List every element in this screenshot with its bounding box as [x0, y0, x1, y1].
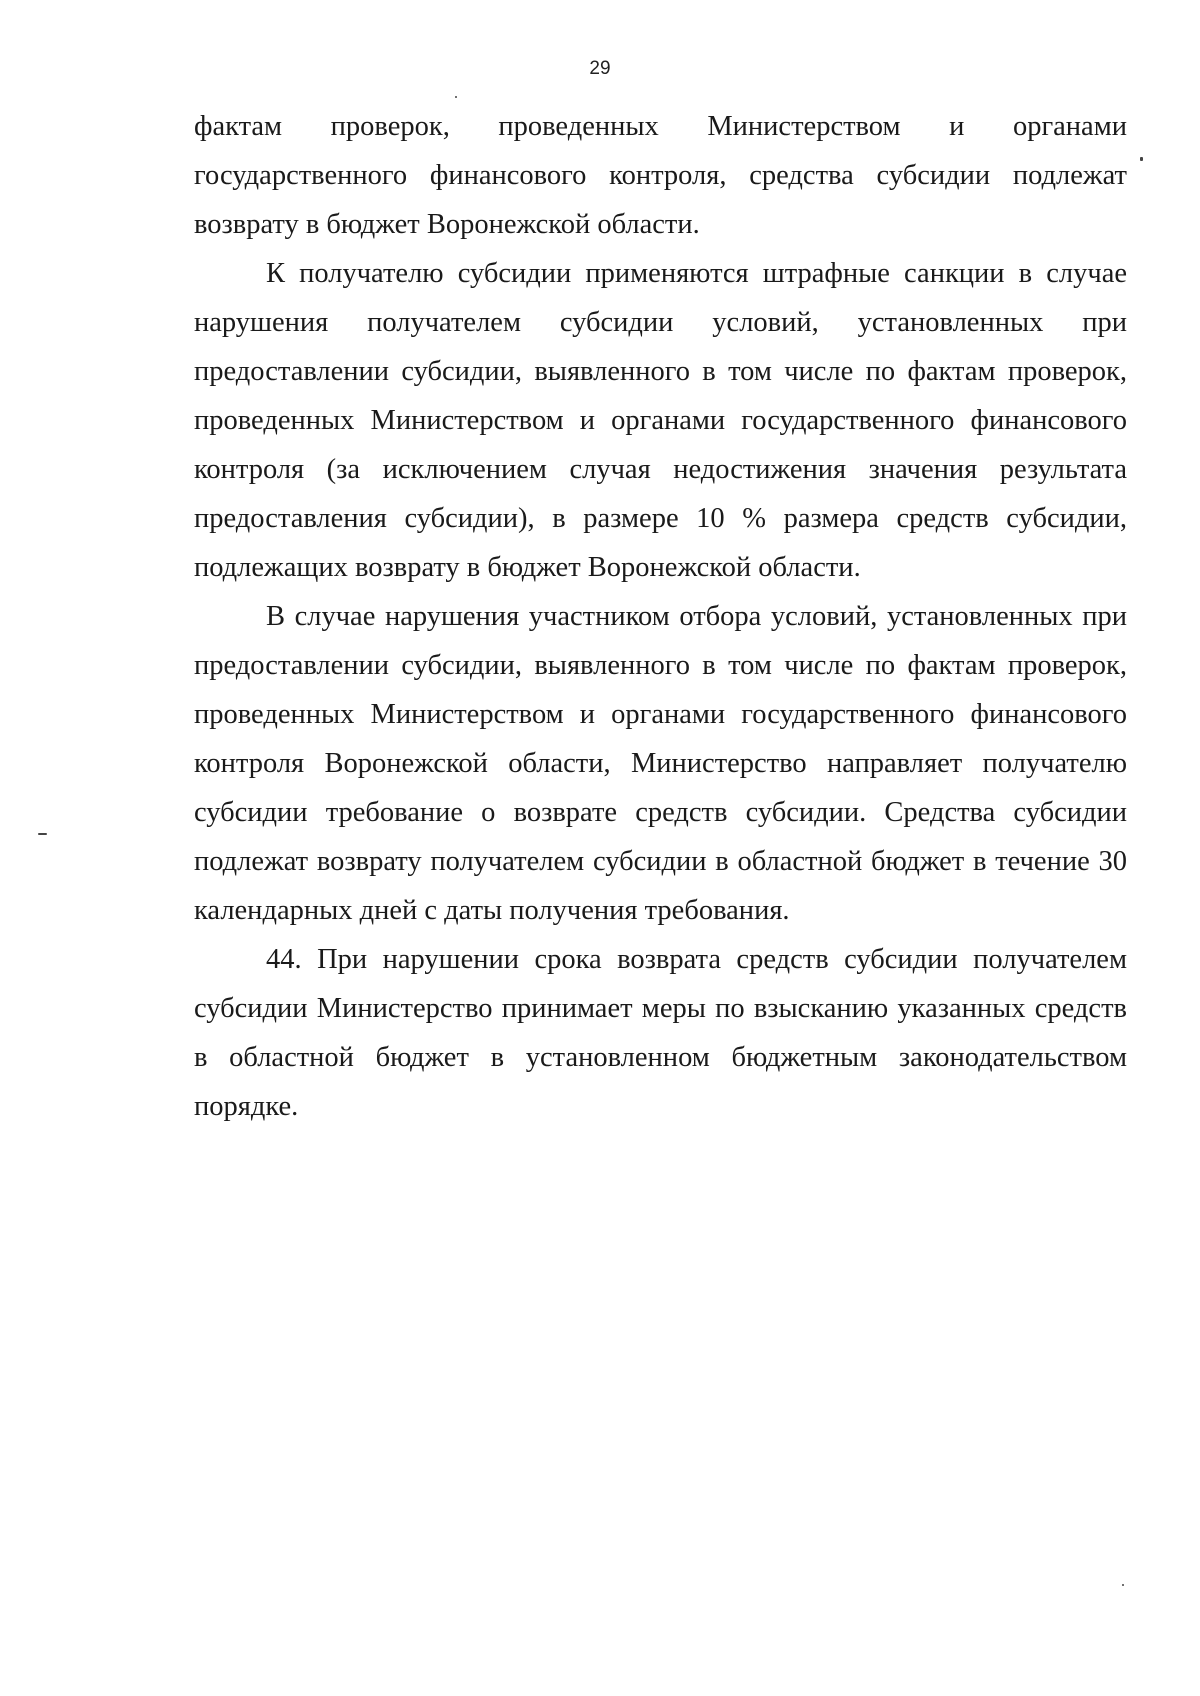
document-body: [194, 102, 1127, 1131]
paragraph-44-recovery: 44. При нарушении срока возврата средств субсидии получателем субсидии Министерство принимает меры по взысканию указанных средств в областной бюджет в установленном бюджетным законодательством порядке.: [194, 944, 1127, 1122]
scan-speck: [455, 96, 457, 98]
scan-speck: [38, 833, 47, 835]
scan-speck: [1122, 1584, 1124, 1586]
page-number: 29: [589, 58, 611, 79]
paragraph-continuation: фактам проверок, проведенных Министерством и органами государственного финансового контроля, средства субсидии подлежат возврату в бюджет Воронежской области.: [194, 111, 1127, 240]
paragraph-violation-return: В случае нарушения участником отбора условий, установленных при предоставлении субсидии, выявленного в том числе по фактам проверок, проведенных Министерством и органами государственного финансового контроля Воронежской области, Министерство направляет получателю субсидии требование о возврате средств субсидии. Средства субсидии подлежат возврату получателем субсидии в областной бюджет в течение 30 календарных дней с даты получения требования.: [194, 601, 1127, 926]
scan-speck: [1140, 157, 1143, 161]
paragraph-penalty-sanctions: К получателю субсидии применяются штрафные санкции в случае нарушения получателем субсидии условий, установленных при предоставлении субсидии, выявленного в том числе по фактам проверок, проведенных Министерством и органами государственного финансового контроля (за исключением случая недостижения значения результата предоставления субсидии), в размере 10 % размера средств субсидии, подлежащих возврату в бюджет Воронежской области.: [194, 258, 1127, 583]
